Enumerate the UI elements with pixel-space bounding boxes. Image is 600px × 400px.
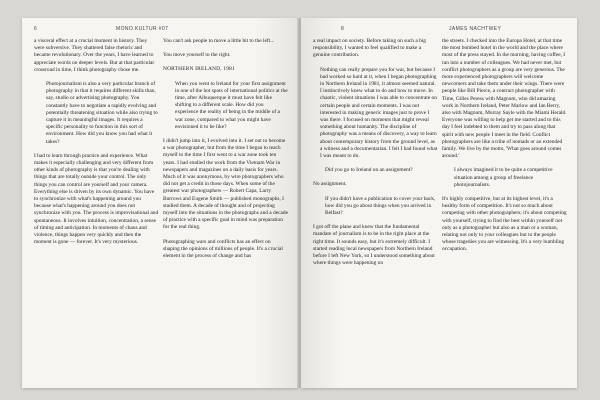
interview-question: If you didn't have a publication to cover your back, how did you go about things when you arrived in Belfast? [325,195,436,217]
body-paragraph: I didn't jump into it, I evolved into it. I set out to become a war photographer, but from the time I began to teach myself to the time I first went to a war zone took ten years. I had studied the work from the Vietnam War in newspapers and magazines on a daily basis for years. Much of it was anonymous, by wire photographers who did not get a credit in those days. When some of the greatest war photographers — Robert Capa, Larry Burrows and Eugene Smith — published monographs, I studied them. A decade of thought and of projecting myself into the situations in the photographs and a decade of practice with a specific goal in mind was preparation for the real thing. [163,138,289,231]
interview-question: I always imagined it to be quite a competitive situation among a group of freelance photojournalists. [454,167,553,188]
body-paragraph: You move yourself to the right. [163,52,231,59]
right-page-header [313,26,565,36]
running-head: MONO.KULTUR #07 [116,26,169,32]
body-paragraph: Nothing can really prepare you for war, but because I had worked so hard at it, when I began photographing in Northern Ireland in 1981, it almost seemed natural. I instinctively knew what to do and how to move. In chaotic, violent situations I was able to concentrate on certain people and certain moments. I was not interested in making generic images just to prove I was there. I focused on moments that might reveal something about humanity. The discipline of photography was a means of discovery, a way to learn about contemporary history from the ground level, as a witness and a documentarian. I felt I had found what I was meant to do. [320,66,438,160]
left-page-header [34,26,286,36]
body-paragraph: I had to learn through practice and experience. What makes it especially challenging and very different from other kinds of photography is that you're dealing with things that are totally outside your control. The only things you can control are yourself and your camera. Everything else is driven by its own dynamic. You have to synchronize with what's happening around you because what's happening around you does not synchronize with you. The process is improvisational and spontaneous. It involves intuition, concentration, a sense of timing and anticipation. In moments of chaos and violence, things happen very quickly and then the moment is gone — forever. It's very mysterious. [34,152,159,246]
interview-question: Photojournalism is also a very particular branch of photography in that it requires different skills than, say, studio or advertising photography. You constantly have to negotiate a rapidly evolving and potentially threatening situation while also trying to capture it in meaningful images. It requires a specific personality to function in this sort of environment. How did you know you had what it takes? [46,81,158,145]
body-paragraph: It's highly competitive, but at its highest level, it's a healthy form of competition. It's not so much about competing with other photographers; it's about competing with yourself, trying to find the best within yourself not only as a photographer but also as a man or a woman, relating not only to your colleagues but to the people whose tragedies you are witnessing. It's a very humbling occupation. [442,196,567,253]
page-number: 8 [341,26,345,32]
left-page-column-2 [163,38,288,267]
right-page-column-2 [442,38,567,261]
body-paragraph: a visceral effect at a crucial moment in history. They were subversive. They shattered false rhetoric and became revolutionary. Over the years, I have learned to appreciate words on deeper levels. But at that particular crossroad in time, I think photography chose me. [34,38,155,73]
magazine-spread [22,18,580,390]
right-page [301,18,577,388]
page-number: 6 [34,26,38,32]
interview-question: Did you go to Ireland on an assignment? [325,167,413,174]
section-heading: NORTHERN IRELAND, 1981 [163,66,235,73]
left-page-column-1 [34,38,159,253]
body-paragraph: No assignment. [313,181,347,188]
body-paragraph: the streets. I checked into the Europa Hotel, at that time the most bombed hotel in the world and the place where most of the press stayed. In the morning, having coffee, I ran into a number of colleagues. We had never met, but conflict photographers as a group are very generous. The more experienced photographers will welcome newcomers and take them under their wings. There were people like Bill Pierce, a contract photographer with Time, Gilles Peress with Magnum, who did amazing work in Northern Ireland, Peter Marlow and Ian Berry, also with Magnum, Murray Sayle with the Miami Herald. Everyone was willing to help get me started and to this day I feel indebted to them and try to pass along that spirit with new people I meet in the field. Conflict photographers are like a tribe of nomads or an extended family. We live by the motto, 'What goes around comes around.' [442,38,567,160]
body-paragraph: a real impact on society. Before taking on such a big responsibility, I wanted to feel qualified to make a genuine contribution. [313,38,426,59]
body-paragraph: I got off the plane and knew that the fundamental mandate of journalism is to be in the right place at the right time. It sounds easy, but it's extremely difficult. I started reading local newspapers from Northern Ireland before I left New York, so I understood something about where things were happening on [313,224,435,267]
interview-question: When you went to Ireland for your first assignment in one of the hot spots of international politics at the time, after Albuquerque it must have felt like shifting to a different scale. How did you experience the reality of being in the middle of a war zone, compared to what you might have envisioned it to be like? [175,80,288,130]
right-page-column-1 [313,38,438,274]
body-paragraph: You can't ask people to move a little bit to the left... [163,38,275,44]
body-paragraph: Photographing wars and conflicts has an effect on shaping the opinions of millions of people. It's a crucial element in the process of change and has [163,238,283,260]
running-head: JAMES NACHTWEY [449,26,502,32]
left-page [22,18,298,388]
